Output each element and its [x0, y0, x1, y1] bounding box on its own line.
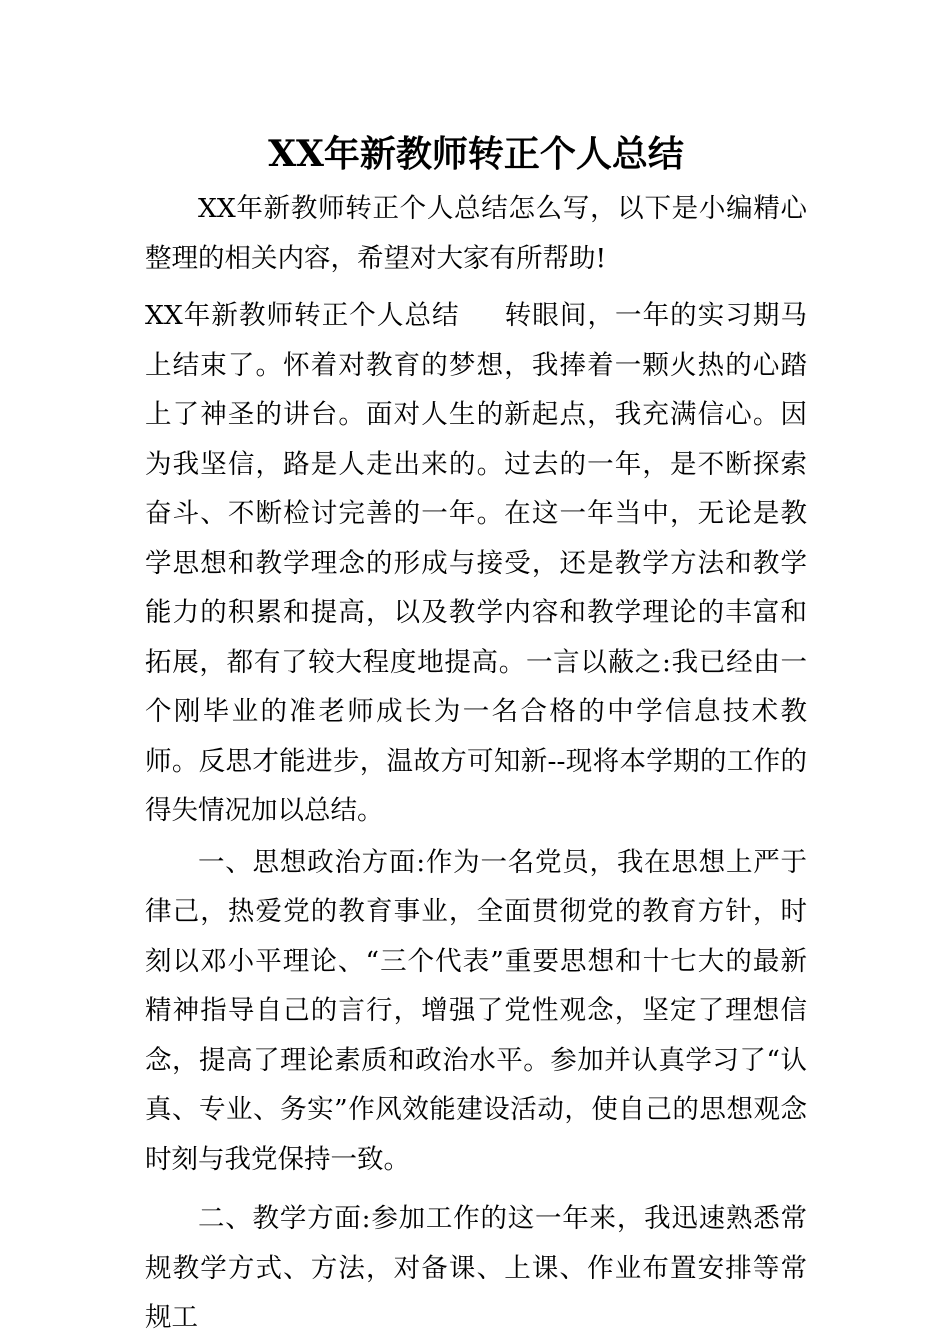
teaching-paragraph: 二、教学方面:参加工作的这一年来，我迅速熟悉常规教学方式、方法，对备课、上课、作业布置安排等常规工: [145, 1203, 807, 1333]
intro-paragraph: XX年新教师转正个人总结怎么写，以下是小编精心整理的相关内容，希望对大家有所帮助!: [145, 193, 807, 274]
politics-paragraph: 一、思想政治方面:作为一名党员，我在思想上严于律己，热爱党的教育事业，全面贯彻党的教育方针，时刻以邓小平理论、“三个代表”重要思想和十七大的最新精神指导自己的言行，增强了党性观念，坚定了理想信念，提高了理论素质和政治水平。参加并认真学习了“认真、专业、务实”作风效能建设活动，使自己的思想观念时刻与我党保持一致。: [145, 846, 807, 1175]
section-body: 转眼间，一年的实习期马上结束了。怀着对教育的梦想，我捧着一颗火热的心踏上了神圣的讲台。面对人生的新起点，我充满信心。因为我坚信，路是人走出来的。过去的一年，是不断探索奋斗、不断检讨完善的一年。在这一年当中，无论是教学思想和教学理念的形成与接受，还是教学方法和教学能力的积累和提高，以及教学内容和教学理论的丰富和拓展，都有了较大程度地提高。一言以蔽之:我已经由一个刚毕业的准老师成长为一名合格的中学信息技术教师。反思才能进步，温故方可知新--现将本学期的工作的得失情况加以总结。: [145, 300, 808, 826]
document-page: [145, 128, 807, 1343]
section-heading: XX年新教师转正个人总结: [145, 300, 460, 331]
summary-paragraph: [145, 291, 807, 836]
document-title: XX年新教师转正个人总结: [268, 133, 684, 175]
